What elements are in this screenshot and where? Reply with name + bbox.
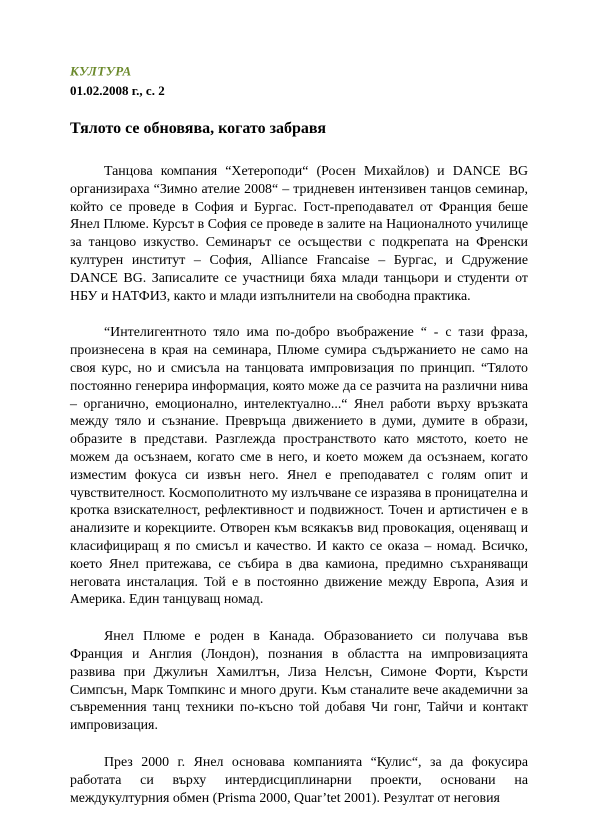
- article-paragraph: Танцова компания “Хетероподи“ (Росен Михайлов) и DANCE BG организираха “Зимно ателие 2008“ – тридневен интензивен танцов семинар, който се проведе в София и Бургас. Гост-преподавател от Франция беше Янел Плюме. Курсът в София се проведе в залите на Националното училище за танцово изкуство. Семинарът се осъществи с подкрепата на Френски културен институт – София, Alliance Francaise – Бургас, и Сдружение DANCE BG. Записалите се участници бяха млади танцьори и студенти от НБУ и НАТФИЗ, както и млади изпълнители на свободна практика.: [70, 164, 528, 304]
- article-paragraph: През 2000 г. Янел основава компанията “Кулис“, за да фокусира работата си върху интердисциплинарни проекти, основани на междукултурния обмен (Prisma 2000, Quar’tet 2001). Резултат от неговия: [70, 754, 528, 806]
- article-title: Тялото се обновява, когато забравя: [70, 120, 326, 137]
- article-paragraph: “Интелигентното тяло има по-добро въображение “ - с тази фраза, произнесена в края на семинара, Плюме сумира съдържанието не само на своя курс, но и смисъла на танцовата импровизация по принцип. “Тялото постоянно генерира информация, която може да се разчита на различни нива – органично, емоционално, интелектуално...“ Янел работи върху връзката между тяло и съзнание. Превръща движението в думи, думите в образи, образите в представи. Разглежда пространството като мястото, което не можем да осъзнаем, когато сме в него, и което можем да осъзнаем, когато изместим фокуса си извън него. Янел е преподавател с голям опит и чувствителност. Космополитното му излъчване се изразява в проницателна и кротка взискателност, рефлективност и подвижност. Точен и артистичен е в анализите и корекциите. Отворен към всякакъв вид провокация, оценяващ и класифициращ я по смисъл и качество. И както се оказа – номад. Всичко, което Янел притежава, се събира в два камиона, предимно съхраняващи неговата инсталация. Той е в постоянно движение между Европа, Азия и Америка. Един танцуващ номад.: [70, 325, 528, 608]
- section-logo: КУЛТУРА: [70, 64, 132, 79]
- document-page: [70, 64, 528, 826]
- date-line: 01.02.2008 г., с. 2: [70, 83, 165, 98]
- article-body: [70, 163, 528, 807]
- article-paragraph: Янел Плюме е роден в Канада. Образованието си получава във Франция и Англия (Лондон), познания в областта на импровизацията развива при Джулиън Хамилтън, Лиза Нелсън, Симоне Форти, Кърсти Симпсън, Марк Томпкинс и много други. Към станалите вече академични за съвременния танц техники по-късно той добавя Чи гонг, Тайчи и контакт импровизация.: [70, 629, 528, 734]
